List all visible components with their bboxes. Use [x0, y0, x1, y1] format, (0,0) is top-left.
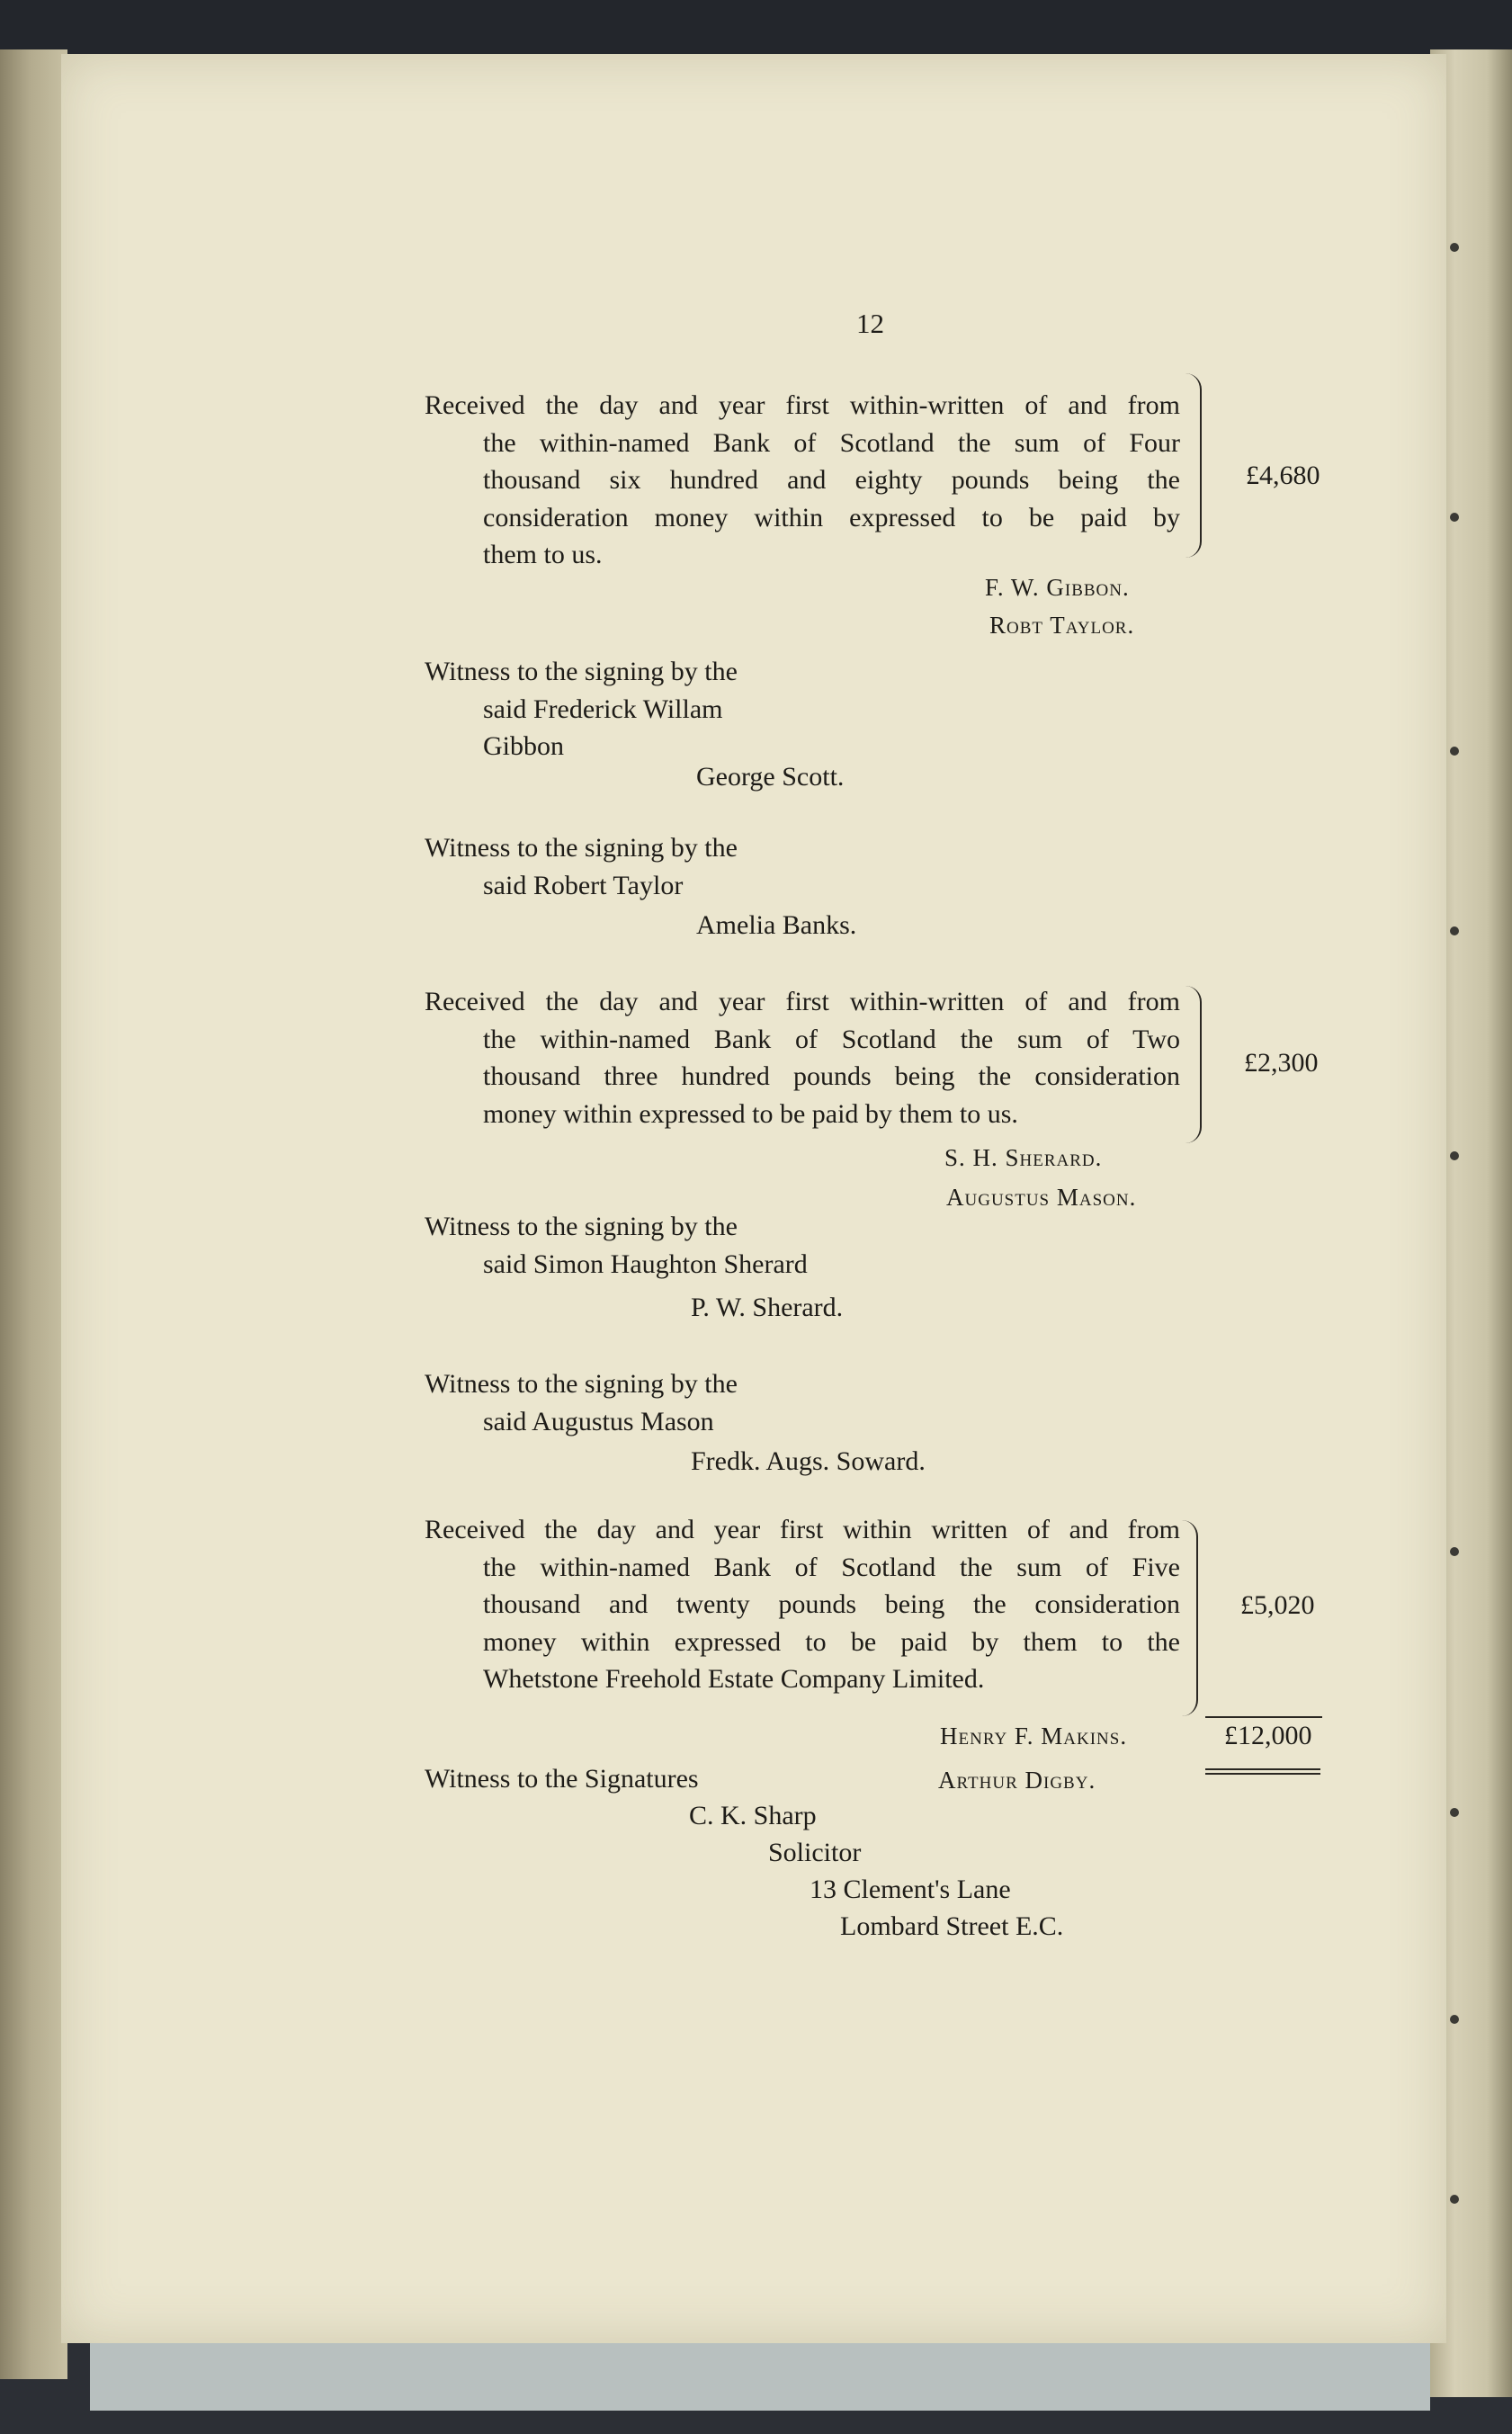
witness-line: said Augustus Mason [483, 1406, 714, 1436]
receipt-line: them to us. [483, 540, 603, 569]
witness-line: said Robert Taylor [483, 870, 684, 900]
binding-hole [1450, 926, 1459, 935]
witness-line: said Simon Haughton Sherard [483, 1248, 808, 1279]
receipt-line: money within expressed to be paid by them to the [483, 1626, 1180, 1657]
receipt-line: Received the day and year first within-written of and from [425, 987, 1180, 1016]
witness-block-3 [425, 1208, 808, 1283]
receipt-line: Whetstone Freehold Estate Company Limited. [483, 1664, 985, 1694]
witness-line: said Frederick Willam [483, 694, 723, 724]
witness-block-2 [425, 829, 738, 904]
signatory-5: Henry F. Makins. [940, 1723, 1128, 1749]
receipt-line: thousand and twenty pounds being the consideration [483, 1589, 1180, 1619]
receipt-line: the within-named Bank of Scotland the sum of Two [483, 1024, 1180, 1054]
receipt-line: the within-named Bank of Scotland the sum of Five [483, 1552, 1180, 1582]
receipt-paragraph-1 [425, 387, 1180, 574]
curly-brace [1185, 373, 1202, 558]
receipt-line: Received the day and year first within written of and from [425, 1515, 1180, 1544]
receipt-amount-1: £4,680 [1246, 461, 1320, 490]
receipt-paragraph-2 [425, 983, 1180, 1132]
witness-name-4: Fredk. Augs. Soward. [691, 1446, 926, 1476]
witness-line: Witness to the signing by the [425, 833, 738, 863]
curly-brace [1182, 1520, 1198, 1716]
witness-name-1: George Scott. [696, 762, 845, 792]
receipt-amount-2: £2,300 [1244, 1048, 1319, 1078]
witness-name-2: Amelia Banks. [696, 910, 857, 940]
binding-hole [1450, 747, 1459, 756]
witness-block-1 [425, 653, 738, 765]
witness-line: Gibbon [483, 731, 564, 761]
witness-line: Witness to the signing by the [425, 657, 738, 686]
receipt-line: Received the day and year first within-written of and from [425, 390, 1180, 420]
binding-hole [1450, 243, 1459, 252]
receipt-line: money within expressed to be paid by them to us. [483, 1098, 1018, 1129]
witness-line: Witness to the signing by the [425, 1212, 738, 1241]
book-binding-top [0, 0, 1512, 54]
total-double-rule [1205, 1768, 1320, 1770]
final-witness-address-1: 13 Clement's Lane [810, 1875, 1011, 1904]
page-number: 12 [856, 308, 884, 339]
final-witness-label: Witness to the Signatures [425, 1764, 699, 1794]
total-rule [1205, 1716, 1322, 1718]
receipt-line: thousand three hundred pounds being the consideration [483, 1061, 1180, 1091]
witness-line: Witness to the signing by the [425, 1369, 738, 1399]
total-double-rule [1205, 1773, 1320, 1775]
left-page-edge [0, 49, 67, 2379]
receipt-paragraph-3 [425, 1511, 1180, 1698]
receipt-line: thousand six hundred and eighty pounds being the [483, 465, 1180, 495]
witness-name-3: P. W. Sherard. [691, 1293, 844, 1322]
final-witness-address-2: Lombard Street E.C. [840, 1911, 1064, 1941]
signatory-1: F. W. Gibbon. [985, 574, 1130, 601]
binding-hole [1450, 1547, 1459, 1556]
bottom-page-strip [90, 2339, 1430, 2411]
signatory-3: S. H. Sherard. [944, 1144, 1103, 1171]
binding-hole [1450, 1808, 1459, 1817]
binding-hole [1450, 513, 1459, 522]
final-witness-name: C. K. Sharp [689, 1801, 817, 1830]
signatory-6: Arthur Digby. [938, 1767, 1096, 1794]
receipt-line: the within-named Bank of Scotland the sum of Four [483, 427, 1180, 458]
document-page [61, 54, 1446, 2343]
total-amount: £12,000 [1224, 1721, 1312, 1750]
curly-brace [1185, 986, 1202, 1143]
binding-hole [1450, 2195, 1459, 2204]
signatory-4: Augustus Mason. [946, 1184, 1137, 1211]
binding-hole [1450, 1151, 1459, 1160]
final-witness-title: Solicitor [768, 1838, 862, 1867]
binding-hole [1450, 2015, 1459, 2024]
signatory-2: Robt Taylor. [989, 612, 1135, 639]
receipt-amount-3: £5,020 [1240, 1590, 1315, 1620]
witness-block-4 [425, 1365, 738, 1440]
receipt-line: consideration money within expressed to be paid by [483, 502, 1180, 532]
